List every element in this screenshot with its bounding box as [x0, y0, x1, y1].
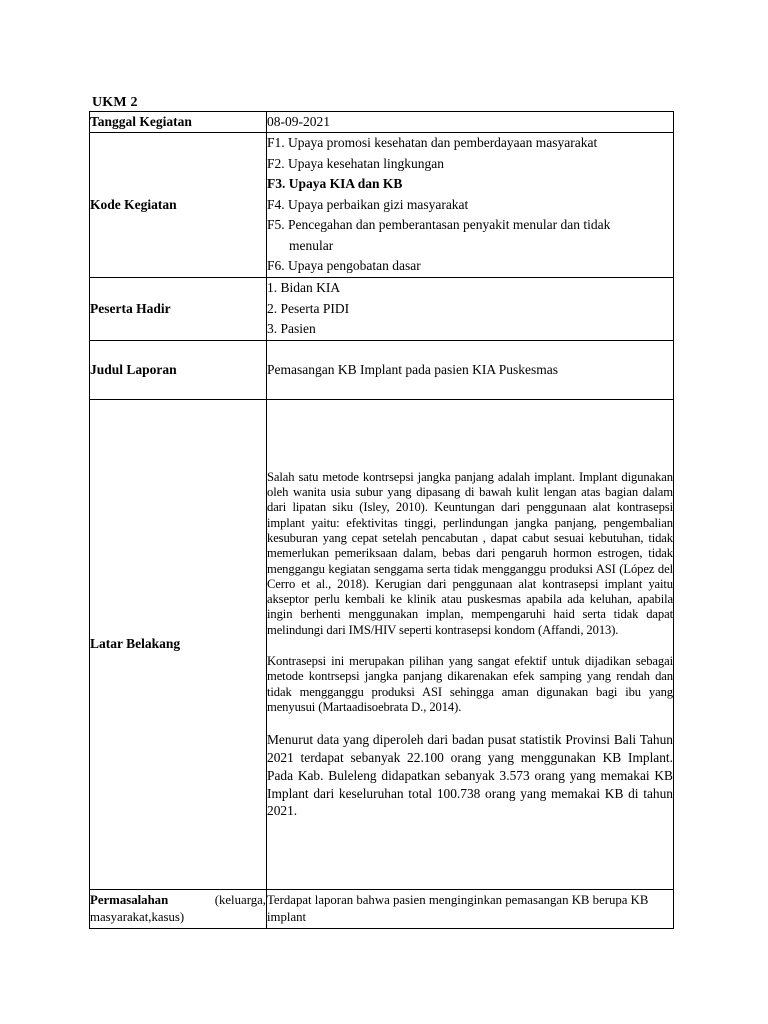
latar-paragraph-1: Salah satu metode kontrsepsi jangka panjang adalah implant. Implant digunakan oleh wanita usia subur yang dipasang di bawah kulit lengan atas bagian dalam dari lipatan siku (Isley, 2010). Keuntungan dari penggunaan alat kontrasepsi implant yaitu: efektivitas tinggi, perlindungan jangka panjang, pengembalian kesuburan yang cepat setelah pencabutan , dapat cabut sesuai kebutuhan, tidak memerlukan pemeriksaan dalam, bebas dari pengaruh hormon estrogen, tidak menggangu kegiatan senggama serta tidak mengganggu produksi ASI (López del Cerro et al., 2018). Kerugian dari penggunaan alat kontrasepsi implant yaitu akseptor perlu kembali ke klinik atau puskesmas apabila ada keluhan, apabila ingin berhenti menggunakan implan, mempengaruhi haid serta tidak dapat melindungi dari IMS/HIV seperti kontrasepsi kondom (Affandi, 2013). — [267, 469, 673, 637]
latar-paragraph-3: Menurut data yang diperoleh dari badan pusat statistik Provinsi Bali Tahun 2021 terdapat sebanyak 22.100 orang yang menggunakan KB Implant. Pada Kab. Buleleng didapatkan sebanyak 3.573 orang yang memakai KB Implant dari keseluruhan total 100.738 orang yang memakai KB di tahun 2021. — [267, 732, 673, 819]
latar-belakang-text — [267, 399, 674, 889]
peserta-item-2: 2. Peserta PIDI — [267, 300, 350, 316]
page-heading: UKM 2 — [92, 95, 138, 110]
label-judul-laporan: Judul Laporan — [90, 340, 267, 399]
activity-report-table — [89, 111, 674, 929]
row-latar-belakang — [90, 399, 674, 889]
permasalahan-title: Permasalahan — [90, 893, 169, 907]
row-judul-laporan — [90, 340, 674, 399]
peserta-hadir-list — [267, 278, 674, 341]
peserta-item-3: 3. Pasien — [267, 321, 316, 336]
label-tanggal-kegiatan: Tanggal Kegiatan — [90, 112, 267, 133]
label-kode-kegiatan: Kode Kegiatan — [90, 133, 267, 278]
kode-item-f5: F5. Pencegahan dan pemberantasan penyakit menular dan tidak — [267, 217, 611, 233]
value-judul-laporan: Pemasangan KB Implant pada pasien KIA Puskesmas — [267, 340, 674, 399]
label-latar-belakang: Latar Belakang — [90, 399, 267, 889]
value-tanggal-kegiatan: 08-09-2021 — [267, 112, 674, 133]
permasalahan-note: (keluarga, — [214, 893, 266, 907]
label-permasalahan — [90, 889, 267, 928]
peserta-item-1: 1. Bidan KIA — [267, 280, 341, 295]
value-permasalahan: Terdapat laporan bahwa pasien menginginkan pemasangan KB berupa KB implant — [267, 889, 674, 928]
kode-item-f1: F1. Upaya promosi kesehatan dan pemberdayaan masyarakat — [267, 135, 598, 151]
kode-item-f4: F4. Upaya perbaikan gizi masyarakat — [267, 196, 469, 212]
latar-paragraph-2: Kontrasepsi ini merupakan pilihan yang sangat efektif untuk dijadikan sebagai metode kontrsepsi jangka panjang dikarenakan efek samping yang rendah dan tidak mengganggu produksi ASI sehingga aman digunakan bagi ibu yang menyusui (Martaadisoebrata D., 2014). — [267, 654, 673, 714]
kode-item-f3: F3. Upaya KIA dan KB — [267, 176, 403, 192]
row-tanggal — [90, 112, 674, 133]
kode-kegiatan-list — [267, 133, 674, 278]
kode-item-f2: F2. Upaya kesehatan lingkungan — [267, 155, 444, 171]
kode-item-f5-continued: menular — [289, 237, 334, 253]
permasalahan-note-continued: masyarakat,kasus) — [90, 909, 185, 924]
label-peserta-hadir: Peserta Hadir — [90, 278, 267, 341]
kode-item-f6: F6. Upaya pengobatan dasar — [267, 258, 421, 274]
row-peserta-hadir — [90, 278, 674, 341]
row-permasalahan — [90, 889, 674, 928]
row-kode-kegiatan — [90, 133, 674, 278]
